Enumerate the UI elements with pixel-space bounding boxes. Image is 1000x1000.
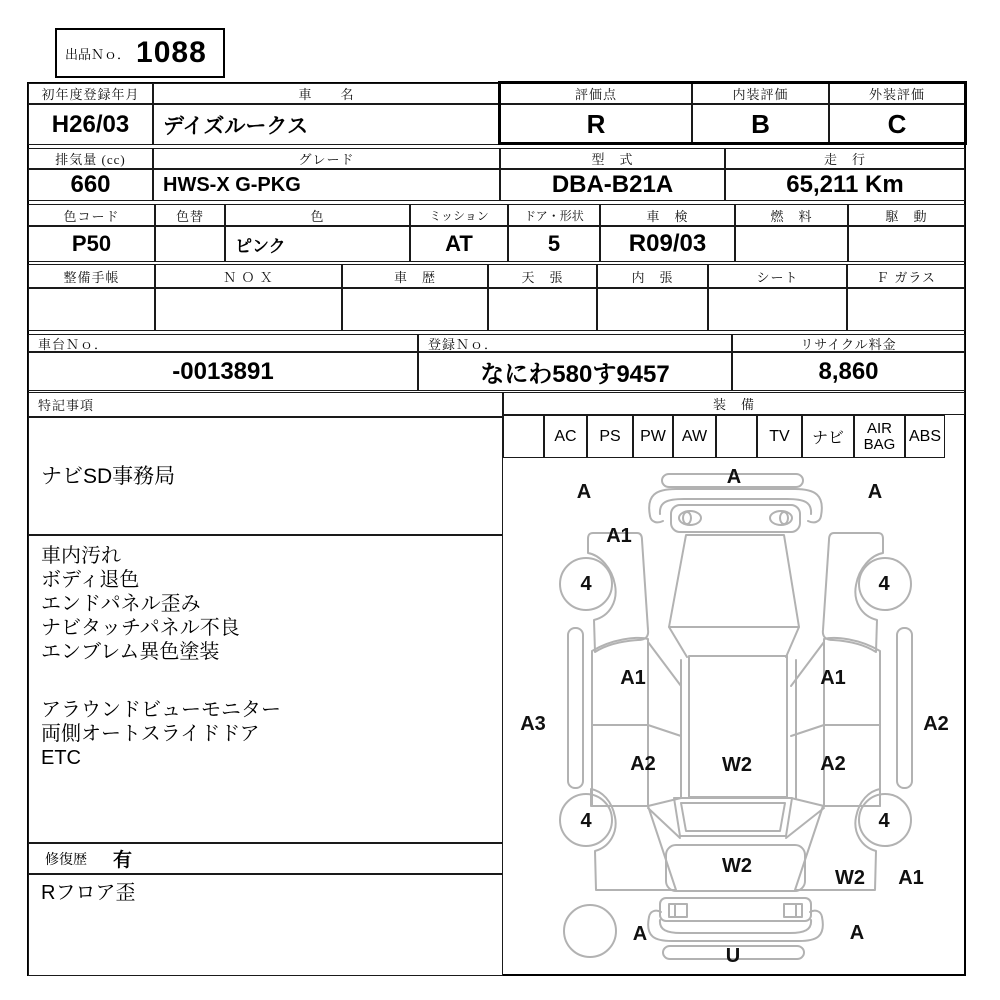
damage-marker-a1: A1 xyxy=(898,867,924,889)
nox-label: Ｎ Ｏ Ｘ xyxy=(155,264,342,288)
windshield xyxy=(669,535,799,627)
auction-number-box xyxy=(55,28,225,78)
notes-group-a xyxy=(41,544,240,664)
displacement-label: 排気量 (cc) xyxy=(28,148,153,169)
damage-marker-a2: A2 xyxy=(923,713,949,735)
front-right-fender xyxy=(823,533,883,652)
reg-no-value: なにわ580す9457 xyxy=(418,352,732,391)
auction-number-value: 1088 xyxy=(136,36,207,69)
auction-number-label: 出品Ｎｏ． xyxy=(65,46,131,62)
equipment-cell xyxy=(716,415,757,458)
f-glass-label: Ｆ ガラス xyxy=(847,264,965,288)
damage-marker-a2: A2 xyxy=(820,753,846,775)
taillight-left xyxy=(669,904,687,917)
equipment-cell: PS xyxy=(587,415,633,458)
damage-marker-a: A xyxy=(576,481,592,503)
note-line: エンブレム異色塗装 xyxy=(41,641,220,663)
note-line: ナビSD事務局 xyxy=(41,465,176,488)
doors-value: 5 xyxy=(508,226,600,262)
f-glass-value xyxy=(847,288,965,331)
doors-label: ドア・形状 xyxy=(508,204,600,226)
reg-no-label: 登録Ｎｏ． xyxy=(418,334,732,352)
damage-marker-a2: A2 xyxy=(630,753,656,775)
mileage-value: 65,211 Km xyxy=(725,169,965,201)
damage-marker-w2: W2 xyxy=(722,855,752,877)
equipment-cell: TV xyxy=(757,415,802,458)
notes-box-1 xyxy=(28,417,503,535)
equipment-cell xyxy=(503,415,544,458)
equipment-cell: PW xyxy=(633,415,673,458)
chassis-no-value: -0013891 xyxy=(28,352,418,391)
color-change-label: 色替 xyxy=(155,204,225,226)
damage-marker-a: A xyxy=(867,481,883,503)
repair-history-value: 有 xyxy=(113,850,133,871)
damage-marker-a: A xyxy=(726,466,742,488)
repair-history-row xyxy=(28,843,503,874)
fuel-value xyxy=(735,226,848,262)
model-code-label: 型 式 xyxy=(500,148,725,169)
drive-value xyxy=(848,226,965,262)
car-outline-diagram xyxy=(503,457,965,975)
fuel-label: 燃 料 xyxy=(735,204,848,226)
repair-note-line: Rフロア歪 xyxy=(41,882,136,904)
damage-marker-w2: W2 xyxy=(835,867,865,889)
grade-value: HWS-X G-PKG xyxy=(153,169,500,201)
first-reg-label: 初年度登録年月 xyxy=(28,83,153,104)
equipment-header: 装 備 xyxy=(503,392,965,415)
score-value: R xyxy=(500,104,692,145)
door-trim-value xyxy=(597,288,708,331)
front-left-fender xyxy=(588,533,648,652)
inspection-label: 車 検 xyxy=(600,204,735,226)
seat-value xyxy=(708,288,847,331)
color-code-value: P50 xyxy=(28,226,155,262)
damage-marker-a1: A1 xyxy=(606,525,632,547)
score-label: 評価点 xyxy=(500,83,692,104)
equipment-cell: AW xyxy=(673,415,716,458)
service-book-value xyxy=(28,288,155,331)
damage-marker-4: 4 xyxy=(878,810,890,832)
history-value xyxy=(342,288,488,331)
taillight-right xyxy=(784,904,802,917)
equipment-cell: ナビ xyxy=(802,415,854,458)
mileage-label: 走 行 xyxy=(725,148,965,169)
front-bumper xyxy=(649,489,822,516)
equipment-cell: ABS xyxy=(905,415,945,458)
damage-marker-u: U xyxy=(725,945,741,967)
car-name-label: 車 名 xyxy=(153,83,500,104)
note-line: ETC xyxy=(41,747,81,769)
note-line: ナビタッチパネル不良 xyxy=(41,617,240,639)
left-doors xyxy=(592,638,648,806)
model-code-value: DBA-B21A xyxy=(500,169,725,201)
history-label: 車 歴 xyxy=(342,264,488,288)
equipment-cell: AC xyxy=(544,415,587,458)
first-reg-value: H26/03 xyxy=(28,104,153,145)
transmission-value: AT xyxy=(410,226,508,262)
note-line: ボディ退色 xyxy=(41,569,140,591)
damage-marker-a: A xyxy=(849,922,865,944)
repair-history-label: 修復歴 xyxy=(45,852,87,868)
repair-notes-box xyxy=(28,874,503,976)
chassis-no-label: 車台Ｎｏ． xyxy=(28,334,418,352)
note-line: アラウンドビューモニター xyxy=(41,699,281,721)
recycle-fee-label: リサイクル料金 xyxy=(732,334,965,352)
grade-label: グレード xyxy=(153,148,500,169)
spare-tire xyxy=(564,905,616,957)
color-label: 色 xyxy=(225,204,410,226)
headliner-value xyxy=(488,288,597,331)
drive-label: 駆 動 xyxy=(848,204,965,226)
transmission-label: ミッション xyxy=(410,204,508,226)
displacement-value: 660 xyxy=(28,169,153,201)
right-doors xyxy=(824,638,880,806)
color-change-value xyxy=(155,226,225,262)
note-line: 両側オートスライドドア xyxy=(41,723,260,745)
note-line: 車内汚れ xyxy=(41,545,121,567)
recycle-fee-value: 8,860 xyxy=(732,352,965,391)
damage-marker-a1: A1 xyxy=(820,667,846,689)
notes-group-b xyxy=(41,698,281,770)
interior-grade-label: 内装評価 xyxy=(692,83,829,104)
damage-marker-4: 4 xyxy=(580,573,592,595)
color-code-label: 色コード xyxy=(28,204,155,226)
seat-label: シート xyxy=(708,264,847,288)
damage-marker-a1: A1 xyxy=(620,667,646,689)
damage-marker-4: 4 xyxy=(878,573,890,595)
exterior-grade-value: C xyxy=(829,104,965,145)
notes-header: 特記事項 xyxy=(28,392,503,417)
car-name-value: デイズルークス xyxy=(153,104,500,145)
damage-marker-w2: W2 xyxy=(722,754,752,776)
headliner-label: 天 張 xyxy=(488,264,597,288)
notes-box-2 xyxy=(28,535,503,843)
exterior-grade-label: 外装評価 xyxy=(829,83,965,104)
inspection-value: R09/03 xyxy=(600,226,735,262)
door-trim-label: 内 張 xyxy=(597,264,708,288)
note-line: エンドパネル歪み xyxy=(41,593,201,615)
interior-grade-value: B xyxy=(692,104,829,145)
right-sill xyxy=(897,628,912,788)
left-sill xyxy=(568,628,583,788)
service-book-label: 整備手帳 xyxy=(28,264,155,288)
color-value: ピンク xyxy=(225,226,410,262)
damage-marker-a3: A3 xyxy=(520,713,546,735)
damage-diagram xyxy=(503,457,965,975)
damage-marker-a: A xyxy=(632,923,648,945)
equipment-cell-airbag: AIR BAG xyxy=(854,415,905,458)
damage-marker-4: 4 xyxy=(580,810,592,832)
nox-value xyxy=(155,288,342,331)
